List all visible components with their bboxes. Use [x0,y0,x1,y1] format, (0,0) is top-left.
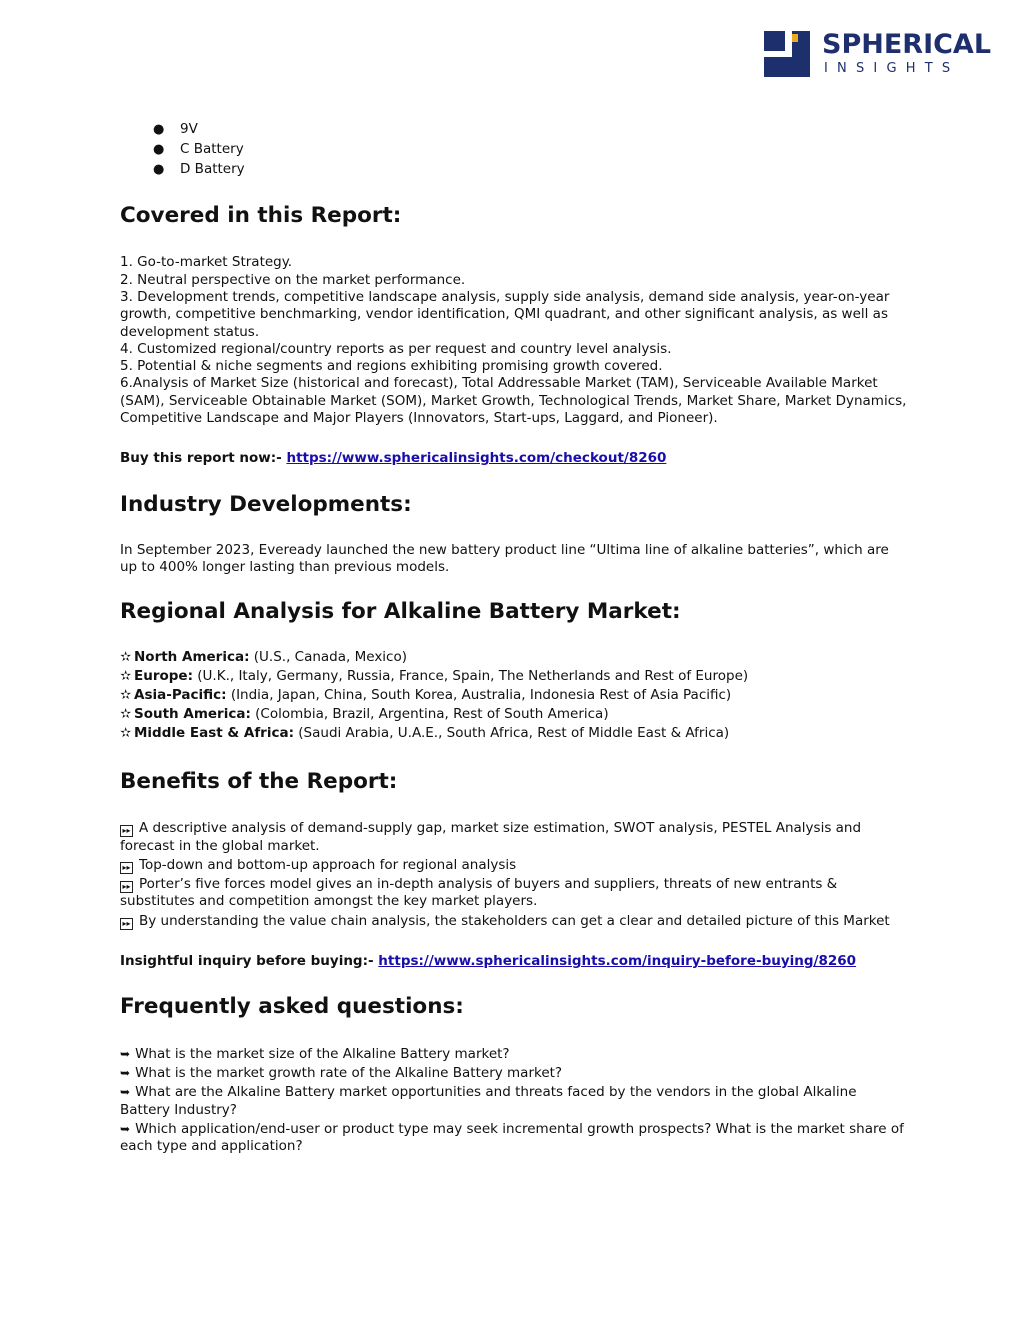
list-item: ● C Battery [180,140,910,160]
list-item: ● 9V [180,120,910,140]
covered-item: 5. Potential & niche segments and regions exhibiting promising growth covered. [120,358,663,375]
arrow-icon: ➥ [120,1066,131,1081]
section-heading-faq: Frequently asked questions: [120,994,464,1020]
list-item: ● D Battery [180,160,910,180]
list-item: ▸▸ By understanding the value chain analysis, the stakeholders can get a clear and detailed picture of this Market [120,913,910,930]
list-item: ✫ North America: (U.S., Canada, Mexico) [120,649,408,666]
section-heading-regional: Regional Analysis for Alkaline Battery Market: [120,599,681,625]
buy-report-label: Buy this report now:- [120,450,282,467]
covered-item: 3. Development trends, competitive landscape analysis, supply side analysis, demand side analysis, year-on-year growth, competitive benchmarking, vendor identification, QMI quadrant, and other significant analysis, as well as development status. [120,288,890,340]
covered-item: 2. Neutral perspective on the market performance. [120,271,466,288]
fast-forward-icon: ▸▸ [120,881,133,893]
star-icon: ✫ [120,725,132,742]
document-body [120,120,910,1156]
covered-list [120,254,910,427]
star-icon: ✫ [120,668,132,685]
arrow-icon: ➥ [120,1047,131,1062]
industry-paragraph: In September 2023, Eveready launched the new battery product line “Ultima line of alkaline batteries”, which are up to 400% longer lasting than previous models. [120,541,889,575]
covered-item: 1. Go-to-market Strategy. [120,254,293,271]
star-icon: ✫ [120,649,132,666]
inquiry-label: Insightful inquiry before buying:- [120,953,374,970]
section-heading-benefits: Benefits of the Report: [120,769,398,795]
bullet-icon: ● [153,122,165,137]
list-item: ➥ What is the market size of the Alkaline Battery market? [120,1046,510,1063]
list-item: ✫ Middle East & Africa: (Saudi Arabia, U.A.E., South Africa, Rest of Middle East & Africa) [120,725,730,742]
inquiry-link[interactable]: https://www.sphericalinsights.com/inquiry-before-buying/8260 [378,953,857,970]
buy-report-line [120,450,910,467]
section-heading-industry: Industry Developments: [120,491,412,517]
arrow-icon: ➥ [120,1085,131,1100]
regional-list [120,648,910,743]
list-item: ✫ Asia-Pacific: (India, Japan, China, South Korea, Australia, Indonesia Rest of Asia Pacific) [120,687,732,704]
bullet-icon: ● [153,161,165,177]
star-icon: ✫ [120,687,132,704]
arrow-icon: ➥ [120,1121,131,1136]
fast-forward-icon: ▸▸ [120,825,133,837]
list-item: ✫ South America: (Colombia, Brazil, Argentina, Rest of South America) [120,706,609,723]
logo-mark-icon [764,31,810,77]
list-item: ➥ What are the Alkaline Battery market opportunities and threats faced by the vendors in the global Alkaline Battery Industry? [120,1084,857,1118]
list-item: ✫ Europe: (U.K., Italy, Germany, Russia, France, Spain, The Netherlands and Rest of Europe) [120,668,749,685]
list-item: ▸▸ Porter’s five forces model gives an in-depth analysis of buyers and suppliers, threats of new entrants & substitutes and competition amongst the key market players. [120,876,838,910]
list-item: ➥ What is the market growth rate of the Alkaline Battery market? [120,1065,563,1082]
bullet-icon: ● [153,141,165,157]
section-heading-covered: Covered in this Report: [120,203,402,229]
logo-wordmark-insights: INSIGHTS [824,61,960,76]
inquiry-line [120,953,910,970]
fast-forward-icon: ▸▸ [120,918,133,930]
spherical-insights-logo [764,29,992,80]
list-item: ▸▸ Top-down and bottom-up approach for regional analysis [120,857,910,874]
covered-item: 6.Analysis of Market Size (historical and forecast), Total Addressable Market (TAM), Serviceable Available Market (SAM), Serviceable Obtainable Market (SOM), Market Growth, Technological Trends, Market Share, Market Dynamics, Competitive Landscape and Major Players (Innovators, Start-ups, Laggard, and Pioneer). [120,375,907,427]
checkout-link[interactable]: https://www.sphericalinsights.com/checkout/8260 [286,450,667,467]
list-item: ➥ Which application/end-user or product type may seek incremental growth prospects? What is the market share of each type and application? [120,1120,904,1155]
star-icon: ✫ [120,706,132,723]
logo-wordmark-spherical: SPHERICAL [822,29,992,60]
benefits-list [120,820,910,930]
fast-forward-icon: ▸▸ [120,862,133,874]
faq-list [120,1045,910,1155]
list-item: ▸▸ A descriptive analysis of demand-supply gap, market size estimation, SWOT analysis, PESTEL Analysis and forecast in the global market. [120,820,862,854]
battery-type-list [120,120,910,179]
covered-item: 4. Customized regional/country reports as per request and country level analysis. [120,340,672,357]
